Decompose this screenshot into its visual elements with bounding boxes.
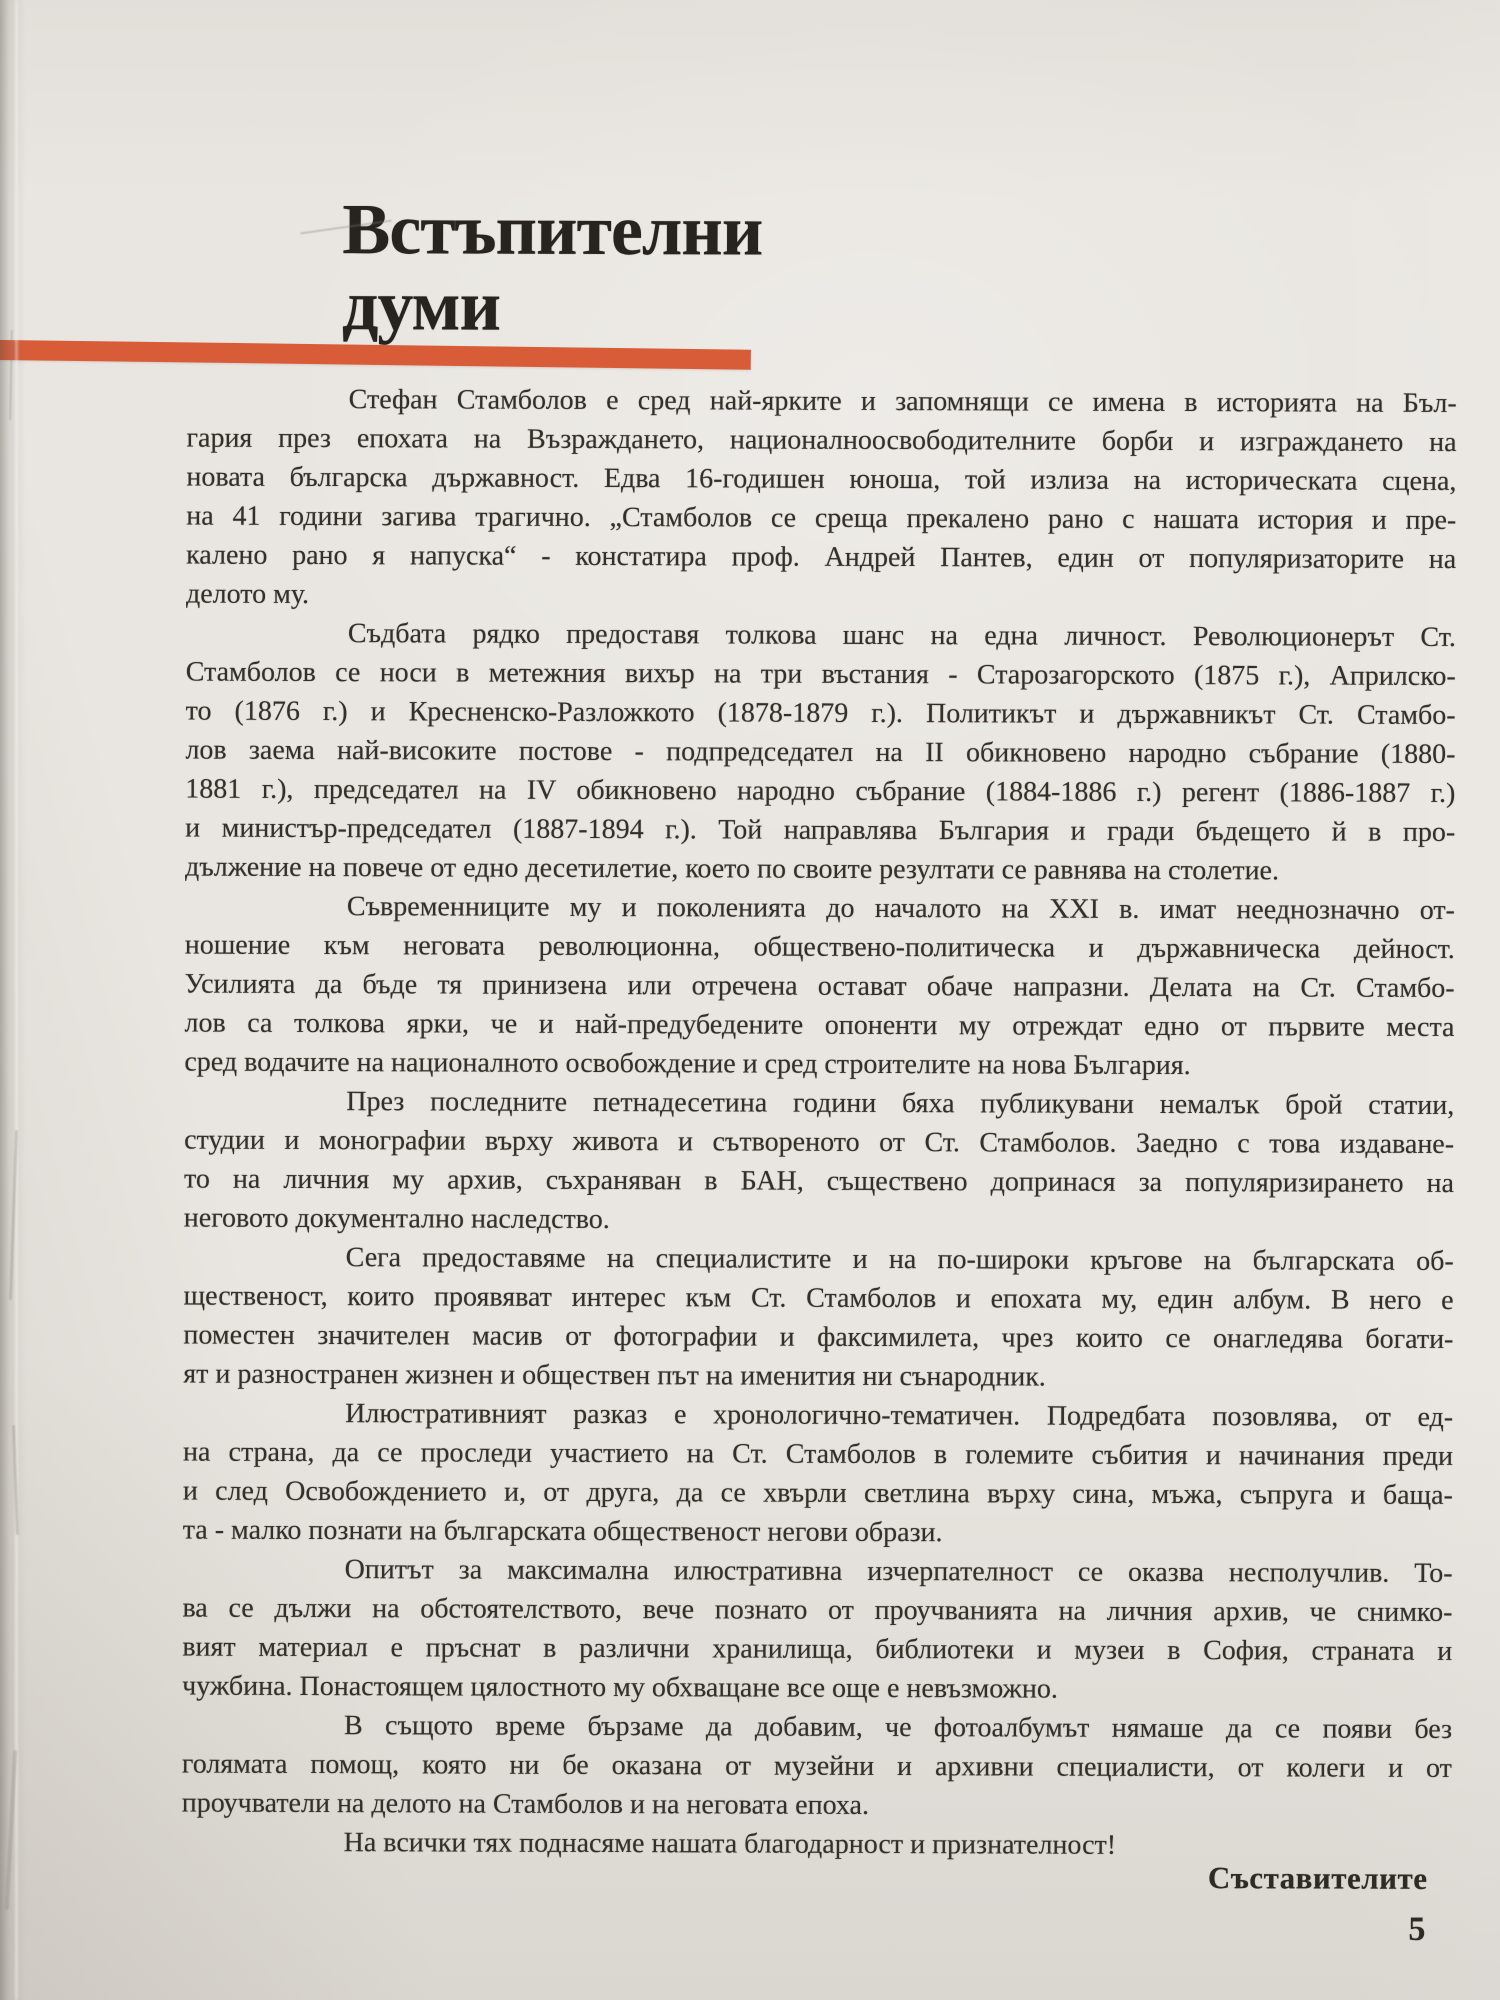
paragraph	[183, 1394, 1454, 1554]
title-accent-rule	[0, 340, 751, 370]
paragraph	[183, 1238, 1454, 1398]
paragraph	[185, 614, 1456, 891]
text-line: ношение към неговата революционна, обществено-политическа и държавническа дейност.	[184, 929, 1455, 965]
text-line: поместен значителен масив от фотографии и факсимилета, чрез които се онагледява богати-	[183, 1319, 1454, 1355]
text-line: Усилията да бъде тя принизена или отречена остават обаче напразни. Делата на Ст. Стамбо-	[184, 968, 1455, 1004]
paragraph	[184, 1082, 1455, 1242]
text-line: и министър-председател (1887-1894 г.). Той направлява България и гради бъдещето й в про-	[185, 812, 1456, 848]
text-line: Опитът за максимална илюстративна изчерпателност се оказва несполучлив. То-	[344, 1554, 1453, 1589]
text-line: голямата помощ, която ни бе оказана от музейни и архивни специалисти, от колеги и от	[181, 1748, 1452, 1784]
text-line: лов заема най-високите постове - подпредседател на II обикновено народно събрание (1880-	[185, 734, 1456, 770]
text-line: дължение на повече от едно десетилетие, което по своите резултати се равнява на столетие.	[185, 851, 1280, 887]
text-line: студии и монографии върху живота и сътвореното от Ст. Стамболов. Заедно с това издаване-	[184, 1124, 1455, 1160]
text-line: делото му.	[185, 578, 310, 610]
text-line: Съвременниците му и поколенията до началото на XXI в. имат нееднозначно от-	[346, 891, 1455, 926]
paragraph	[186, 380, 1457, 618]
text-line: През последните петнадесетина години бяха публикувани немалък брой статии,	[346, 1086, 1455, 1121]
page-title-line-1: Встъпителни	[342, 189, 763, 271]
body-text	[182, 380, 1457, 1866]
text-line: и след Освобождението и, от друга, да се хвърли светлина върху сина, мъжа, съпруга и баща-	[182, 1475, 1453, 1511]
text-line: неговото документално наследство.	[183, 1202, 610, 1236]
text-line: На всички тях поднасяме нашата благодарност и признателност!	[343, 1827, 1117, 1861]
page-title	[342, 191, 763, 344]
text-line: щественост, които проявяват интерес към Ст. Стамболов и епохата му, един албум. В него е	[183, 1280, 1454, 1316]
paragraph	[184, 887, 1455, 1086]
paragraph	[182, 1550, 1453, 1710]
text-line: Стамболов се носи в метежния вихър на три въстания - Старозагорското (1875 г.), Априлско-	[185, 656, 1456, 692]
text-line: Сега предоставяме на специалистите и на по-широки кръгове на българската об-	[345, 1242, 1454, 1277]
text-line: вият материал е пръснат в различни хранилища, библиотеки и музеи в София, страната и	[182, 1631, 1453, 1667]
page-number: 5	[1408, 1910, 1426, 1948]
paragraph	[182, 1706, 1452, 1827]
text-line: В същото време бързаме да добавим, че фотоалбумът нямаше да се появи без	[344, 1710, 1453, 1745]
text-line: Съдбата рядко предоставя толкова шанс на една личност. Революционерът Ст.	[347, 618, 1456, 653]
page-title-line-2: думи	[341, 265, 501, 346]
text-line: то на личния му архив, съхраняван в БАН, съществено допринася за популяризирането на	[183, 1163, 1455, 1199]
text-line: лов са толкова ярки, че и най-предубедените опоненти му отреждат едно от първите места	[184, 1007, 1455, 1043]
text-line: новата българска държавност. Едва 16-годишен юноша, той излиза на историческата сцена,	[186, 461, 1457, 497]
text-line: ят и разностранен жизнен и обществен път на именития ни сънародник.	[183, 1358, 1046, 1393]
text-line: 1881 г.), председател на IV обикновено народно събрание (1884-1886 г.) регент (1886-1887 г.)	[185, 773, 1456, 809]
signature: Съставителите	[1207, 1860, 1428, 1896]
text-line: гария през епохата на Възраждането, националноосвободителните борби и изграждането на	[186, 422, 1457, 458]
text-line: та - малко познати на българската общественост негови образи.	[182, 1514, 943, 1549]
text-line: Стефан Стамболов е сред най-ярките и запомнящи се имена в историята на Бъл-	[348, 384, 1457, 419]
text-line: на страна, да се проследи участието на Ст. Стамболов в големите събития и начинания преди	[182, 1436, 1454, 1472]
text-line: сред водачите на националното освобождение и сред строителите на нова България.	[184, 1046, 1191, 1082]
text-line: на 41 години загива трагично. „Стамболов се среща прекалено рано с нашата история и пре-	[186, 500, 1457, 536]
text-line: то (1876 г.) и Кресненско-Разложкото (1878-1879 г.). Политикът и държавникът Ст. Стамбо-	[185, 695, 1456, 731]
text-line: Илюстративният разказ е хронологично-тематичен. Подредбата позовлява, от ед-	[345, 1398, 1454, 1433]
text-line: калено рано я напуска“ - констатира проф. Андрей Пантев, един от популяризаторите на	[186, 539, 1457, 575]
text-line: ва се дължи на обстоятелството, вече познато от проучванията на личния архив, че снимко-	[182, 1592, 1453, 1628]
text-line: проучватели на делото на Стамболов и на неговата епоха.	[181, 1787, 870, 1821]
text-line: чужбина. Понастоящем цялостното му обхващане все още е невъзможно.	[182, 1670, 1058, 1705]
